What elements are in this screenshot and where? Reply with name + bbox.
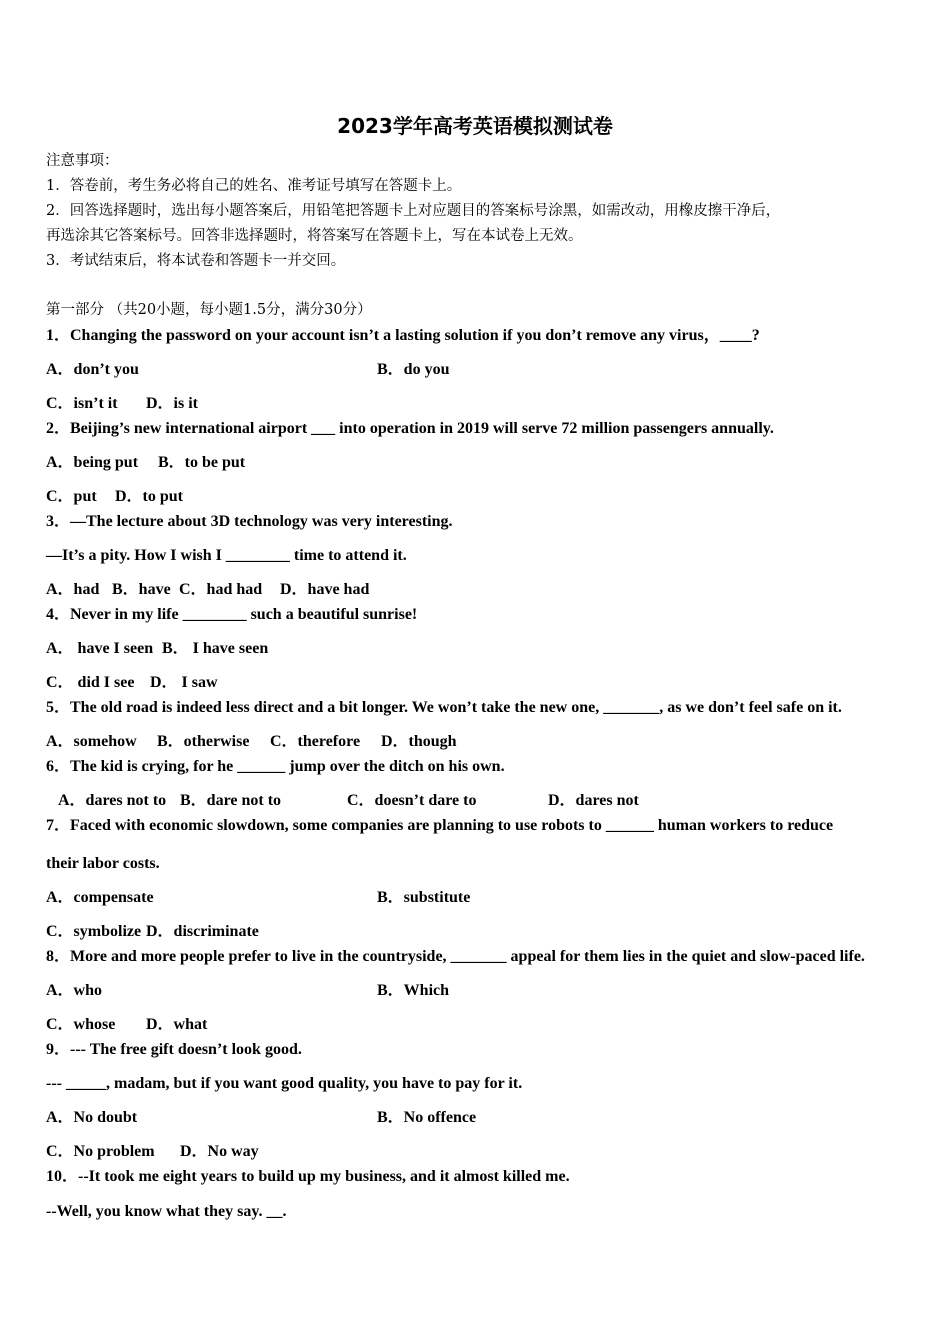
q4-option-b: B． I have seen [162, 640, 269, 657]
q4-option-d: D． I saw [150, 674, 218, 691]
q9-option-c: C．No problem [46, 1143, 155, 1160]
question-9-stem-2: --- _____, madam, but if you want good quality, you have to pay for it. [46, 1075, 523, 1092]
question-10-stem-2: --Well, you know what they say. __. [46, 1203, 287, 1220]
q7-option-b: B．substitute [377, 889, 471, 906]
note-2b: 再选涂其它答案标号。回答非选择题时，将答案写在答题卡上，写在本试卷上无效。 [46, 228, 583, 244]
question-7-stem-2: their labor costs. [46, 855, 160, 872]
q8-option-c: C．whose [46, 1016, 116, 1033]
question-9-stem: 9．--- The free gift doesn’t look good. [46, 1041, 302, 1058]
q1-option-d: D．is it [146, 395, 199, 412]
q8-option-a: A．who [46, 982, 103, 999]
q1-option-b: B．do you [377, 361, 450, 378]
q5-option-d: D．though [381, 733, 457, 750]
note-1: 1．答卷前，考生务必将自己的姓名、准考证号填写在答题卡上。 [46, 178, 462, 194]
q9-option-a: A．No doubt [46, 1109, 138, 1126]
q3-option-b: B．have [112, 581, 171, 598]
q7-option-a: A．compensate [46, 889, 154, 906]
note-3: 3．考试结束后，将本试卷和答题卡一并交回。 [46, 253, 346, 269]
question-4-stem: 4．Never in my life ________ such a beautiful sunrise! [46, 606, 418, 623]
q6-option-b: B．dare not to [180, 792, 282, 809]
q5-option-a: A．somehow [46, 733, 137, 750]
q9-option-d: D．No way [180, 1143, 259, 1160]
question-6-stem: 6．The kid is crying, for he ______ jump over the ditch on his own. [46, 758, 505, 775]
q2-option-d: D．to put [115, 488, 184, 505]
q6-option-a: A．dares not to [58, 792, 167, 809]
q1-option-a: A．don’t you [46, 361, 139, 378]
q6-option-d: D．dares not [548, 792, 639, 809]
q3-option-a: A．had [46, 581, 100, 598]
question-7-stem: 7．Faced with economic slowdown, some companies are planning to use robots to ______ human workers to reduce [46, 817, 834, 834]
q7-option-d: D．discriminate [146, 923, 259, 940]
question-10-stem: 10．--It took me eight years to build up my business, and it almost killed me. [46, 1168, 570, 1185]
q8-option-b: B．Which [377, 982, 450, 999]
question-2-stem: 2．Beijing’s new international airport ___ into operation in 2019 will serve 72 million passengers annually. [46, 420, 774, 437]
part-heading: 第一部分 （共20小题，每小题1.5分，满分30分） [46, 302, 372, 318]
q5-option-c: C．therefore [270, 733, 361, 750]
q3-option-d: D．have had [280, 581, 370, 598]
q1-option-c: C．isn’t it [46, 395, 118, 412]
q2-option-c: C．put [46, 488, 97, 505]
q7-option-c: C．symbolize [46, 923, 142, 940]
question-3-stem: 3．—The lecture about 3D technology was very interesting. [46, 513, 453, 530]
q4-option-a: A． have I seen [46, 640, 154, 657]
q2-option-b: B．to be put [158, 454, 246, 471]
question-5-stem: 5．The old road is indeed less direct and a bit longer. We won’t take the new one, _______, as we don’t feel safe on it. [46, 699, 842, 716]
q6-option-c: C．doesn’t dare to [347, 792, 477, 809]
note-2a: 2．回答选择题时，选出每小题答案后，用铅笔把答题卡上对应题目的答案标号涂黑，如需改动，用橡皮擦干净后， [46, 203, 781, 219]
question-3-stem-2: —It’s a pity. How I wish I ________ time to attend it. [46, 547, 407, 564]
q8-option-d: D．what [146, 1016, 208, 1033]
q4-option-c: C． did I see [46, 674, 135, 691]
q9-option-b: B．No offence [377, 1109, 477, 1126]
notes-heading: 注意事项： [46, 153, 119, 169]
q5-option-b: B．otherwise [157, 733, 250, 750]
question-8-stem: 8．More and more people prefer to live in the countryside, _______ appeal for them lies in the quiet and slow-paced life. [46, 948, 865, 965]
q3-option-c: C．had had [179, 581, 263, 598]
page-title: 2023学年高考英语模拟测试卷 [337, 114, 613, 138]
question-1-stem: 1．Changing the password on your account isn’t a lasting solution if you don’t remove any virus，____? [46, 327, 760, 344]
q2-option-a: A．being put [46, 454, 139, 471]
